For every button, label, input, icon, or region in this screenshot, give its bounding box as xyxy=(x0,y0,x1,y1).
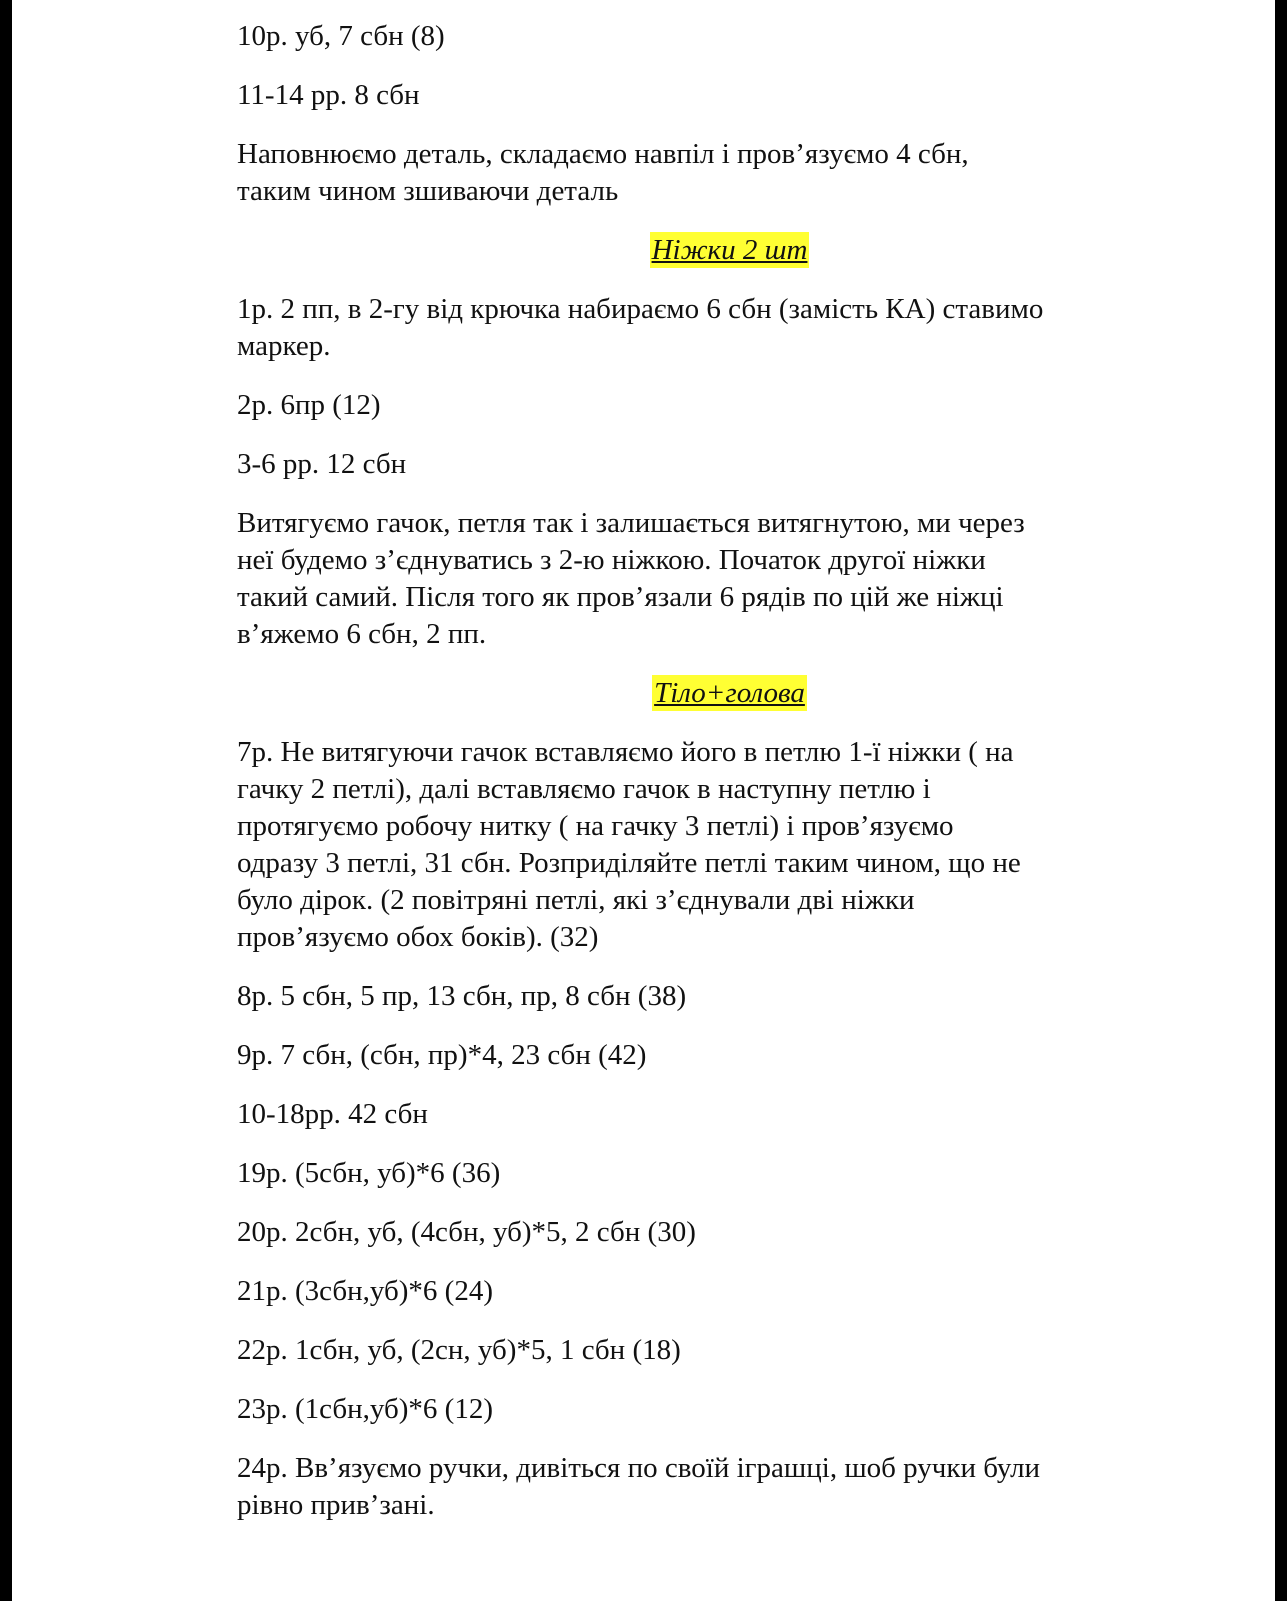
section-heading-text: Ніжки 2 шт xyxy=(651,234,808,266)
body-row-7-paragraph xyxy=(237,734,1222,956)
text-line: 21р. (3сбн,уб)*6 (24) xyxy=(237,1275,494,1307)
text-line: 9р. 7 сбн, (сбн, пр)*4, 23 сбн (42) xyxy=(237,1039,647,1071)
section-legs-heading xyxy=(237,232,1222,269)
body-row-24-paragraph xyxy=(237,1450,1222,1524)
body-rows-10-18-paragraph xyxy=(237,1096,1222,1133)
text-line: 22р. 1сбн, уб, (2сн, уб)*5, 1 сбн (18) xyxy=(237,1334,681,1366)
text-line: 7р. Не витягуючи гачок вставляємо його в петлю 1-ї ніжки ( на xyxy=(237,736,1014,768)
text-line: 1р. 2 пп, в 2-гу від крючка набираємо 6 сбн (замість КА) ставимо xyxy=(237,293,1044,325)
text-line: одразу 3 петлі, 31 сбн. Розприділяйте петлі таким чином, що не xyxy=(237,847,1021,879)
text-line: такий самий. Після того як пров’язали 6 рядів по цій же ніжці xyxy=(237,581,1004,613)
text-line: 3-6 рр. 12 сбн xyxy=(237,448,407,480)
text-line: 8р. 5 сбн, 5 пр, 13 сбн, пр, 8 сбн (38) xyxy=(237,980,687,1012)
text-line: 24р. Вв’язуємо ручки, дивіться по своїй іграшці, шоб ручки були xyxy=(237,1452,1041,1484)
body-row-9-paragraph xyxy=(237,1037,1222,1074)
body-row-22-paragraph xyxy=(237,1332,1222,1369)
text-line: 10р. уб, 7 сбн (8) xyxy=(237,20,445,52)
text-line: таким чином зшиваючи деталь xyxy=(237,175,619,207)
text-line: 20р. 2сбн, уб, (4сбн, уб)*5, 2 сбн (30) xyxy=(237,1216,696,1248)
stuffing-instructions-paragraph xyxy=(237,136,1222,210)
text-line: 23р. (1сбн,уб)*6 (12) xyxy=(237,1393,494,1425)
text-line: 19р. (5сбн, уб)*6 (36) xyxy=(237,1157,501,1189)
body-row-21-paragraph xyxy=(237,1273,1222,1310)
body-row-20-paragraph xyxy=(237,1214,1222,1251)
text-line: рівно прив’зані. xyxy=(237,1489,435,1521)
text-line: протягуємо робочу нитку ( на гачку 3 петлі) і пров’язуємо xyxy=(237,810,954,842)
rows-11-14-paragraph xyxy=(237,77,1222,114)
legs-row-1-paragraph xyxy=(237,291,1222,365)
legs-rows-3-6-paragraph xyxy=(237,446,1222,483)
section-body-head-heading xyxy=(237,675,1222,712)
text-line: 10-18рр. 42 сбн xyxy=(237,1098,428,1130)
section-heading-text: Тіло+голова xyxy=(654,677,805,709)
text-line: 11-14 рр. 8 сбн xyxy=(237,79,420,111)
text-line: Наповнюємо деталь, складаємо навпіл і пров’язуємо 4 сбн, xyxy=(237,138,969,170)
text-line: неї будемо з’єднуватись з 2-ю ніжкою. Початок другої ніжки xyxy=(237,544,986,576)
legs-row-2-paragraph xyxy=(237,387,1222,424)
text-line: Витягуємо гачок, петля так і залишається витягнутою, ми через xyxy=(237,507,1025,539)
row-10-paragraph xyxy=(237,18,1222,55)
text-line: було дірок. (2 повітряні петлі, які з’єднували дві ніжки xyxy=(237,884,915,916)
body-row-23-paragraph xyxy=(237,1391,1222,1428)
text-line: в’яжемо 6 сбн, 2 пп. xyxy=(237,618,487,650)
legs-joining-paragraph xyxy=(237,505,1222,653)
document-page xyxy=(12,0,1275,1601)
text-line: пров’язуємо обох боків). (32) xyxy=(237,921,599,953)
body-row-8-paragraph xyxy=(237,978,1222,1015)
document-content xyxy=(237,18,1222,1546)
text-line: 2р. 6пр (12) xyxy=(237,389,381,421)
body-row-19-paragraph xyxy=(237,1155,1222,1192)
text-line: маркер. xyxy=(237,330,331,362)
text-line: гачку 2 петлі), далі вставляємо гачок в наступну петлю і xyxy=(237,773,931,805)
